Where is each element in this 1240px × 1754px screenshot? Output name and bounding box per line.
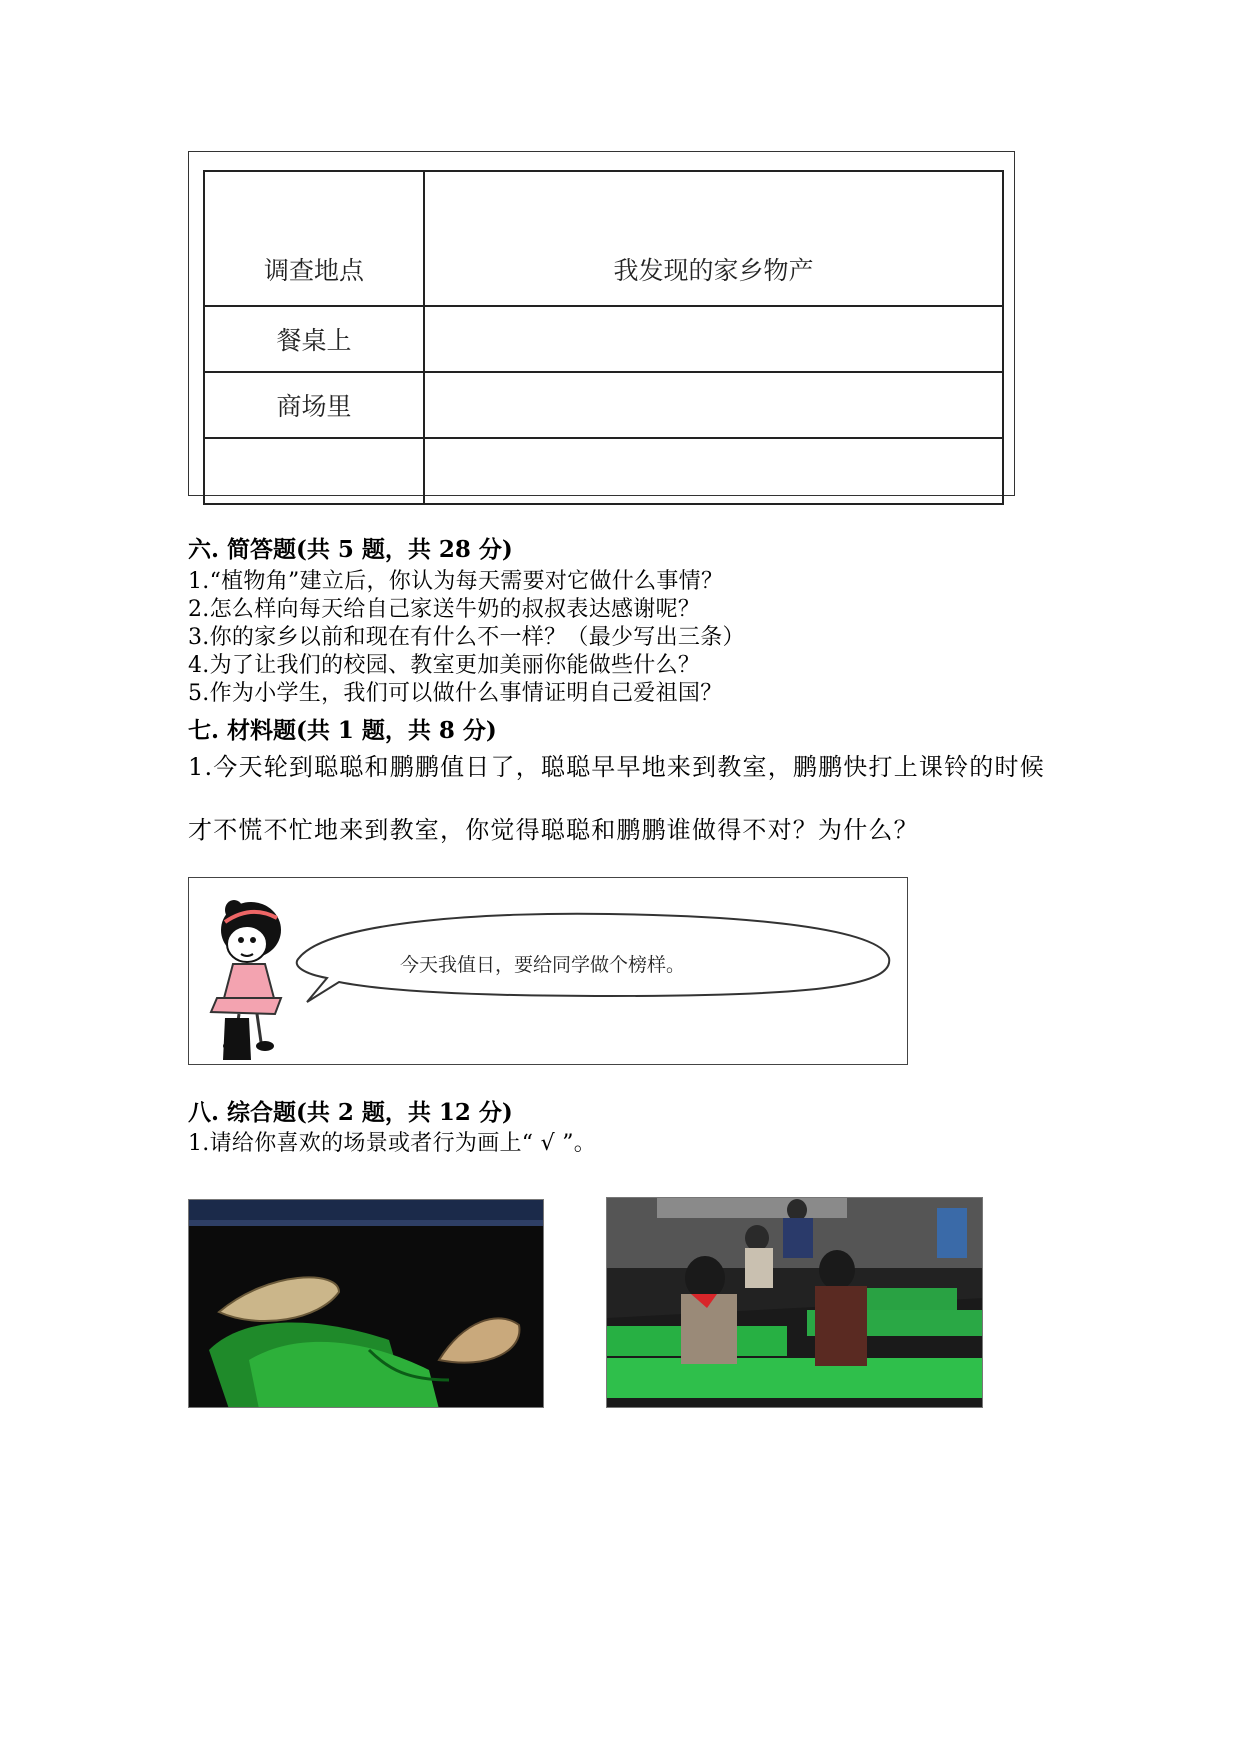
cell-location[interactable] [204,438,424,504]
classroom-students-image [607,1198,983,1408]
section6-question-3: 3.你的家乡以前和现在有什么不一样？（最少写出三条） [188,625,745,650]
section6-question-1: 1.“植物角”建立后，你认为每天需要对它做什么事情？ [188,569,724,594]
header-products: 我发现的家乡物产 [424,171,1003,306]
cell-location: 餐桌上 [204,306,424,372]
header-location: 调查地点 [204,171,424,306]
photo-classroom-students[interactable] [606,1197,983,1408]
section6-question-2: 2.怎么样向每天给自己家送牛奶的叔叔表达感谢呢？ [188,597,701,622]
section7-question-line1: 1.今天轮到聪聪和鹏鹏值日了，聪聪早早地来到教室，鹏鹏快打上课铃的时候 [188,753,1045,781]
survey-table [203,170,1004,505]
cell-products[interactable] [424,306,1003,372]
table-row [204,306,1003,372]
cell-location: 商场里 [204,372,424,438]
books-in-desk-image [189,1200,544,1408]
cell-products[interactable] [424,372,1003,438]
speech-bubble-text: 今天我值日，要给同学做个榜样。 [400,954,686,976]
table-row [204,372,1003,438]
section6-title: 六. 简答题(共 5 题，共 28 分) [188,536,513,563]
table-row [204,438,1003,504]
section8-question: 1.请给你喜欢的场景或者行为画上“ √ ”。 [188,1131,597,1156]
section7-title: 七. 材料题(共 1 题，共 8 分) [188,717,497,744]
cell-products[interactable] [424,438,1003,504]
section6-question-4: 4.为了让我们的校园、教室更加美丽你能做些什么？ [188,653,701,678]
table-header-row [204,171,1003,306]
section6-question-5: 5.作为小学生，我们可以做什么事情证明自己爱祖国？ [188,681,723,706]
photo-books-in-desk[interactable] [188,1199,544,1408]
section8-title: 八. 综合题(共 2 题，共 12 分) [188,1099,513,1126]
section7-question-line2: 才不慌不忙地来到教室，你觉得聪聪和鹏鹏谁做得不对？为什么？ [188,816,919,844]
